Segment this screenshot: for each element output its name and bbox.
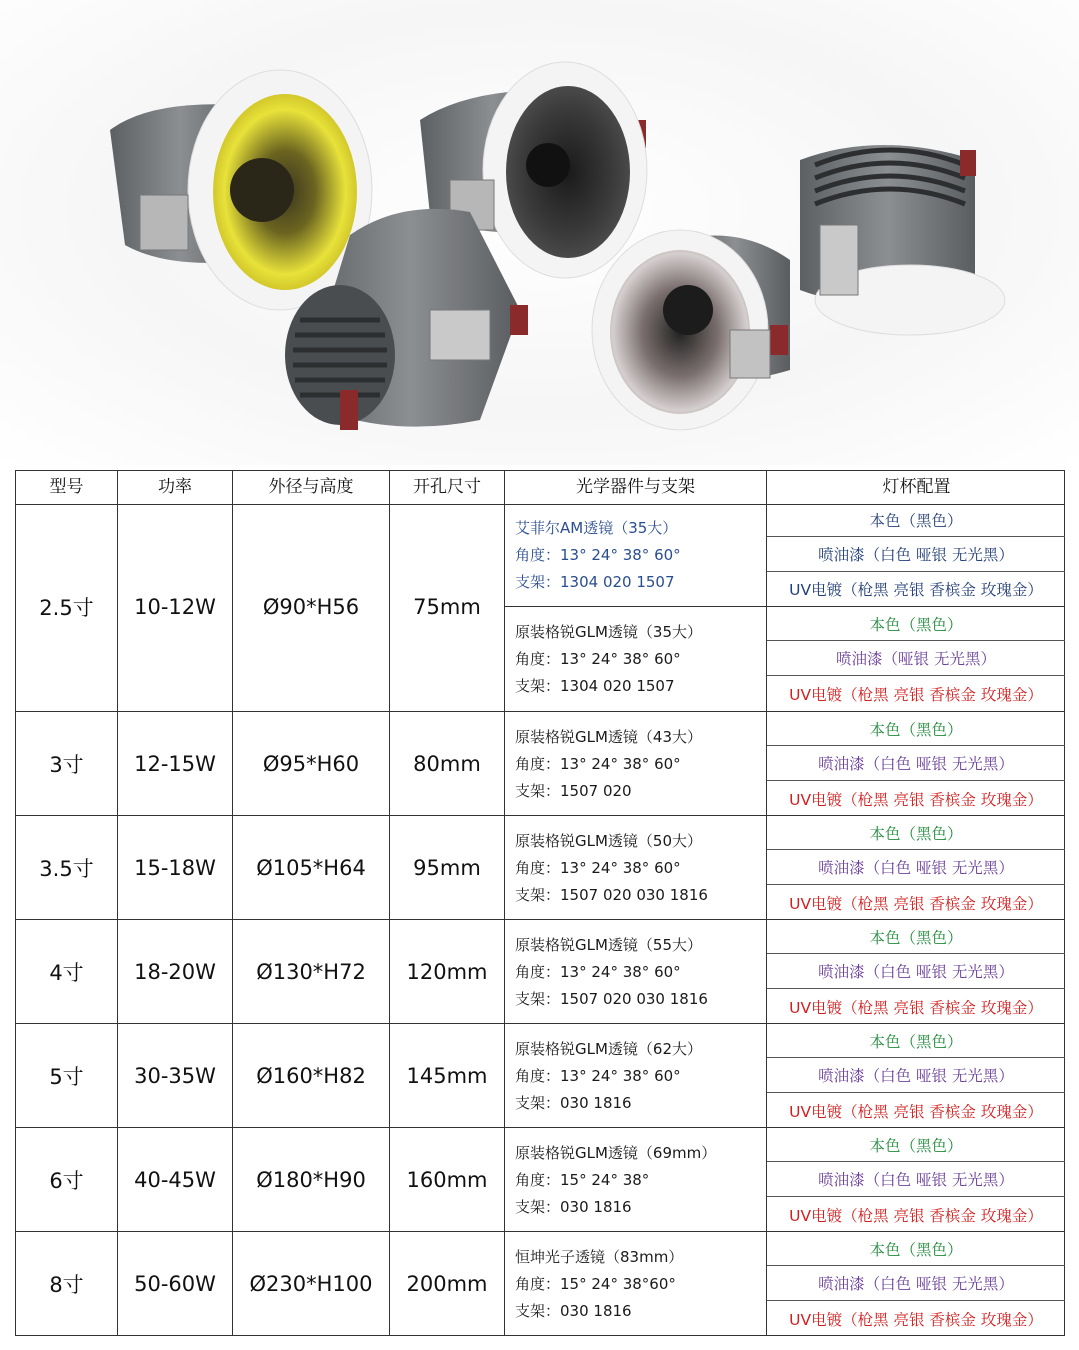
table-row — [16, 920, 1064, 1024]
lens-text: 原装格锐GLM透镜（62大） — [515, 1040, 703, 1058]
cup-option: 本色（黑色） — [767, 1128, 1065, 1162]
header-dimension: 外径与高度 — [233, 471, 390, 503]
lamp-gold-reflector — [110, 70, 372, 310]
angle-text: 角度：13° 24° 38° 60° — [515, 755, 681, 773]
bracket-text: 支架：030 1816 — [515, 1198, 632, 1216]
dimension-cell: Ø230*H100 — [233, 1232, 390, 1336]
dimension-cell: Ø160*H82 — [233, 1024, 390, 1127]
bracket-text: 支架：030 1816 — [515, 1302, 632, 1320]
power-cell: 50-60W — [118, 1232, 233, 1336]
cup-option: UV电镀（枪黑 亮银 香槟金 玫瑰金） — [789, 1206, 1043, 1225]
dimension-cell: Ø180*H90 — [233, 1128, 390, 1231]
model-cell: 3.5寸 — [16, 816, 118, 919]
table-row — [16, 1128, 1064, 1232]
angle-text: 角度：13° 24° 38° 60° — [515, 1067, 681, 1085]
hole-cell: 120mm — [390, 920, 505, 1023]
optics-cell — [505, 1232, 767, 1336]
cup-option: UV电镀（枪黑 亮银 香槟金 玫瑰金） — [789, 1310, 1043, 1329]
lens-text: 艾菲尔AM透镜（35大） — [515, 519, 678, 537]
bracket-text: 支架：1507 020 030 1816 — [515, 886, 708, 904]
cup-option: 喷油漆（白色 哑银 无光黑） — [767, 1162, 1065, 1197]
angle-text: 角度：13° 24° 38° 60° — [515, 859, 681, 877]
power-cell: 10-12W — [118, 503, 233, 711]
optics-cell — [505, 1024, 767, 1127]
cup-option: UV电镀（枪黑 亮银 香槟金 玫瑰金） — [789, 998, 1043, 1017]
model-cell: 3寸 — [16, 712, 118, 815]
header-optics: 光学器件与支架 — [505, 471, 767, 503]
hole-cell: 75mm — [390, 503, 505, 711]
table-row — [16, 503, 1064, 712]
model-cell: 6寸 — [16, 1128, 118, 1231]
cup-option: 喷油漆（白色 哑银 无光黑） — [767, 746, 1065, 781]
cup-option: 本色（黑色） — [767, 816, 1065, 850]
lamp-heatsink-top — [800, 145, 1005, 335]
cup-option: 本色（黑色） — [767, 607, 1065, 641]
bracket-text: 支架：1507 020 — [515, 782, 632, 800]
hole-cell: 145mm — [390, 1024, 505, 1127]
model-cell: 4寸 — [16, 920, 118, 1023]
dimension-cell: Ø95*H60 — [233, 712, 390, 815]
model-cell: 2.5寸 — [16, 503, 118, 711]
cup-option: 喷油漆（白色 哑银 无光黑） — [767, 954, 1065, 989]
cup-option: 本色（黑色） — [767, 1024, 1065, 1058]
angle-text: 角度：13° 24° 38° 60° — [515, 650, 681, 668]
header-cup-config: 灯杯配置 — [882, 477, 951, 497]
optics-cell — [505, 920, 767, 1023]
hole-cell: 80mm — [390, 712, 505, 815]
table-row — [16, 712, 1064, 816]
cup-option: UV电镀（枪黑 亮银 香槟金 玫瑰金） — [789, 790, 1043, 809]
cup-option: 本色（黑色） — [767, 712, 1065, 746]
angle-text: 角度：15° 24° 38° — [515, 1171, 650, 1189]
dimension-cell: Ø105*H64 — [233, 816, 390, 919]
bracket-text: 支架：1304 020 1507 — [515, 573, 675, 591]
cup-option: 喷油漆（哑银 无光黑） — [767, 641, 1065, 676]
optics-cell — [505, 607, 767, 711]
hole-cell: 160mm — [390, 1128, 505, 1231]
angle-text: 角度：13° 24° 38° 60° — [515, 546, 681, 564]
optics-cell — [505, 1128, 767, 1231]
cup-option: 喷油漆（白色 哑银 无光黑） — [767, 1058, 1065, 1093]
cup-option: 本色（黑色） — [767, 1232, 1065, 1266]
lamp-silver-reflector — [592, 230, 790, 430]
lens-text: 恒坤光子透镜（83mm） — [515, 1248, 684, 1266]
header-model: 型号 — [16, 471, 118, 503]
optics-cell — [505, 816, 767, 919]
hole-cell: 95mm — [390, 816, 505, 919]
hole-cell: 200mm — [390, 1232, 505, 1336]
header-power: 功率 — [118, 471, 233, 503]
lens-text: 原装格锐GLM透镜（50大） — [515, 832, 703, 850]
cup-option: UV电镀（枪黑 亮银 香槟金 玫瑰金） — [789, 685, 1043, 704]
lens-text: 原装格锐GLM透镜（69mm） — [515, 1144, 717, 1162]
table-row — [16, 1232, 1064, 1336]
spec-table — [15, 470, 1065, 1336]
table-header-row — [16, 471, 1064, 505]
cup-option: 本色（黑色） — [767, 503, 1065, 537]
power-cell: 30-35W — [118, 1024, 233, 1127]
power-cell: 18-20W — [118, 920, 233, 1023]
optics-cell — [505, 503, 767, 607]
cup-option: 本色（黑色） — [767, 920, 1065, 954]
bracket-text: 支架：030 1816 — [515, 1094, 632, 1112]
cup-option: 喷油漆（白色 哑银 无光黑） — [767, 850, 1065, 885]
power-cell: 12-15W — [118, 712, 233, 815]
power-cell: 15-18W — [118, 816, 233, 919]
model-cell: 8寸 — [16, 1232, 118, 1336]
product-photo — [0, 0, 1079, 465]
cup-option: UV电镀（枪黑 亮银 香槟金 玫瑰金） — [789, 894, 1043, 913]
downlight-illustration — [0, 0, 1079, 465]
lens-text: 原装格锐GLM透镜（43大） — [515, 728, 703, 746]
angle-text: 角度：13° 24° 38° 60° — [515, 963, 681, 981]
dimension-cell: Ø90*H56 — [233, 503, 390, 711]
lens-text: 原装格锐GLM透镜（55大） — [515, 936, 703, 954]
cup-option: UV电镀（枪黑 亮银 香槟金 玫瑰金） — [767, 572, 1065, 607]
cup-option: 喷油漆（白色 哑银 无光黑） — [767, 1266, 1065, 1301]
cup-option: UV电镀（枪黑 亮银 香槟金 玫瑰金） — [789, 1102, 1043, 1121]
power-cell: 40-45W — [118, 1128, 233, 1231]
cup-option: 喷油漆（白色 哑银 无光黑） — [767, 537, 1065, 572]
header-hole-size: 开孔尺寸 — [390, 471, 505, 503]
angle-text: 角度：15° 24° 38°60° — [515, 1275, 676, 1293]
bracket-text: 支架：1304 020 1507 — [515, 677, 675, 695]
bracket-text: 支架：1507 020 030 1816 — [515, 990, 708, 1008]
model-cell: 5寸 — [16, 1024, 118, 1127]
dimension-cell: Ø130*H72 — [233, 920, 390, 1023]
table-row — [16, 1024, 1064, 1128]
lens-text: 原装格锐GLM透镜（35大） — [515, 623, 703, 641]
table-row — [16, 816, 1064, 920]
optics-cell — [505, 712, 767, 815]
